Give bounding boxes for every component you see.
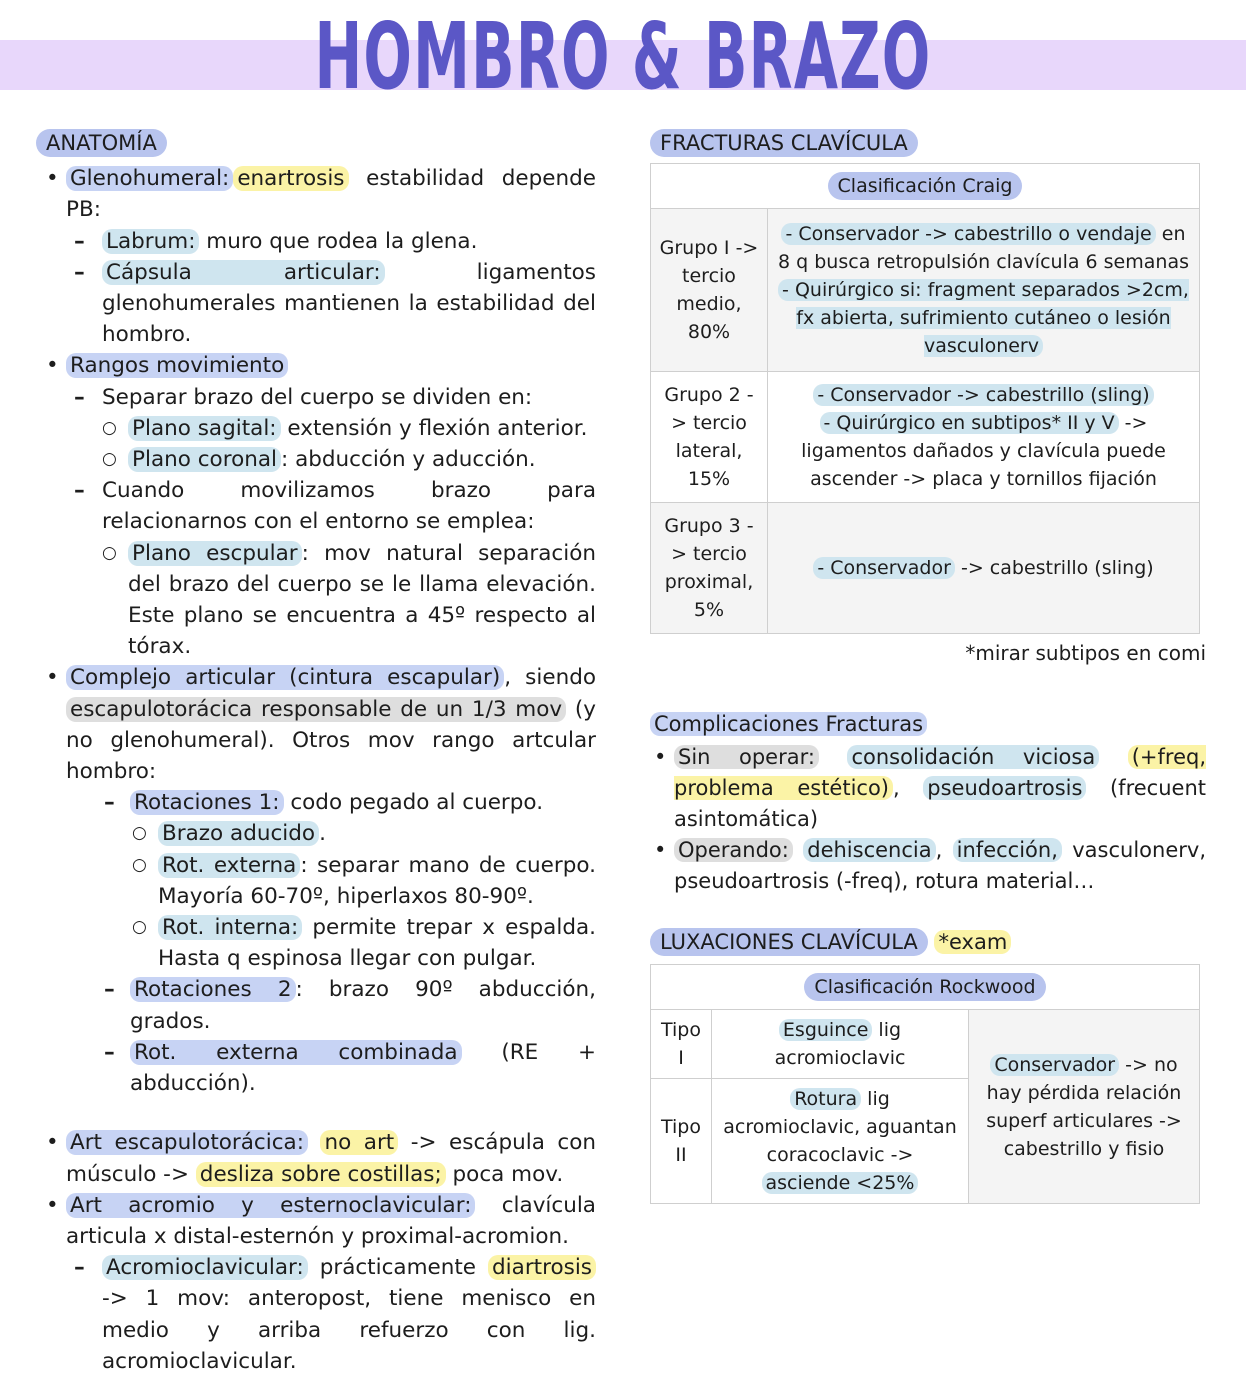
rot2-item: – Rotaciones 2 : brazo 90º abducción, grados. [36,974,596,1036]
description-cell: Rotura lig acromioclavic, aguantan coracoclavic -> asciende <25% [712,1079,969,1204]
aducido-item: ○ Brazo aducido . [36,818,596,849]
escpular-item: ○ Plano escpular : mov natural separación del brazo del cuerpo se le llama elevación. Este plano se encuentra a 45º respecto al tórax. [36,538,596,663]
escapulo-item: • Art escapulotorácica: no art -> escápula con músculo -> desliza sobre costillas; poca mov. [36,1127,596,1189]
separar-item: – Separar brazo del cuerpo se dividen en: [36,382,596,413]
tipo-cell: Tipo I [651,1010,712,1079]
treatment-cell: - Conservador -> cabestrillo (sling) [768,503,1200,634]
labrum-item: – Labrum: muro que rodea la glena. [36,226,596,257]
sin-operar-item: • Sin operar: consolidación viciosa (+freq, problema estético) , pseudoartrosis (frecuent asintomática) [650,742,1206,835]
rockwood-caption: Clasificación Rockwood [804,973,1045,1001]
right-column [650,128,1206,1204]
description-cell: Esguince lig acromioclavic [712,1010,969,1079]
page-title: HOMBRO & BRAZO [314,3,932,110]
group-cell: Grupo 3 -> tercio proximal, 5% [651,503,768,634]
sagital-item: ○ Plano sagital: extensión y flexión anterior. [36,413,596,444]
glenohumeral-item: • Glenohumeral: enartrosis estabilidad depende PB: [36,163,596,225]
group-cell: Grupo I -> tercio medio, 80% [651,209,768,372]
luxaciones-header: LUXACIONES CLAVÍCULA [650,928,928,956]
subtypes-note: *mirar subtipos en comi [965,641,1206,665]
rockwood-table [650,964,1200,1204]
operando-item: • Operando: dehiscencia , infección, vasculonerv, pseudoartrosis (-freq), rotura material… [650,835,1206,897]
coronal-item: ○ Plano coronal : abducción y aducción. [36,444,596,475]
externa-item: ○ Rot. externa : separar mano de cuerpo. Mayoría 60-70º, hiperlaxos 80-90º. [36,850,596,912]
table-row [651,503,1200,634]
anatomia-header: ANATOMÍA [36,129,167,157]
complejo-item: • Complejo articular (cintura escapular) , siendo escapulotorácica responsable de un 1/3 mov (y no glenohumeral). Otros mov rango artcular hombro: [36,662,596,787]
acromioclav-item: – Acromioclavicular: prácticamente diartrosis -> 1 mov: anteropost, tiene menisco en medio y arriba refuerzo con lig. acromioclavicular. [36,1252,596,1377]
tipo-cell: Tipo II [651,1079,712,1204]
acromio-item: • Art acromio y esternoclavicular: clavícula articula x distal-esternón y proximal-acromion. [36,1190,596,1252]
fracturas-header: FRACTURAS CLAVÍCULA [650,129,918,157]
treatment-cell: - Conservador -> cabestrillo o vendaje en 8 q busca retropulsión clavícula 6 semanas - Quirúrgico si: fragment separados >2cm, fx abierta, sufrimiento cutáneo o lesión vasculonerv [768,209,1200,372]
complicaciones-header: Complicaciones Fracturas [650,712,927,736]
exam-tag: *exam [934,930,1011,954]
rangos-item: • Rangos movimiento [36,350,596,381]
table-row [651,372,1200,503]
cuando-item: – Cuando movilizamos brazo para relacionarnos con el entorno se emplea: [36,475,596,537]
interna-item: ○ Rot. interna: permite trepar x espalda. Hasta q espinosa llegar con pulgar. [36,912,596,974]
anatomia-column [36,128,596,1377]
table-row [651,1010,1200,1079]
treatment-cell: - Conservador -> cabestrillo (sling) - Quirúrgico en subtipos* II y V -> ligamentos dañados y clavícula puede ascender -> placa y tornillos fijación [768,372,1200,503]
rot1-item: – Rotaciones 1: codo pegado al cuerpo. [36,787,596,818]
table-row [651,209,1200,372]
treatment-cell: Conservador -> no hay pérdida relación superf articulares -> cabestrillo y fisio [969,1010,1200,1204]
rotcomb-item: – Rot. externa combinada (RE + abducción). [36,1037,596,1099]
craig-table [650,163,1200,634]
craig-caption: Clasificación Craig [828,172,1023,200]
group-cell: Grupo 2 -> tercio lateral, 15% [651,372,768,503]
capsula-item: – Cápsula articular: ligamentos glenohumerales mantienen la estabilidad del hombro. [36,257,596,351]
